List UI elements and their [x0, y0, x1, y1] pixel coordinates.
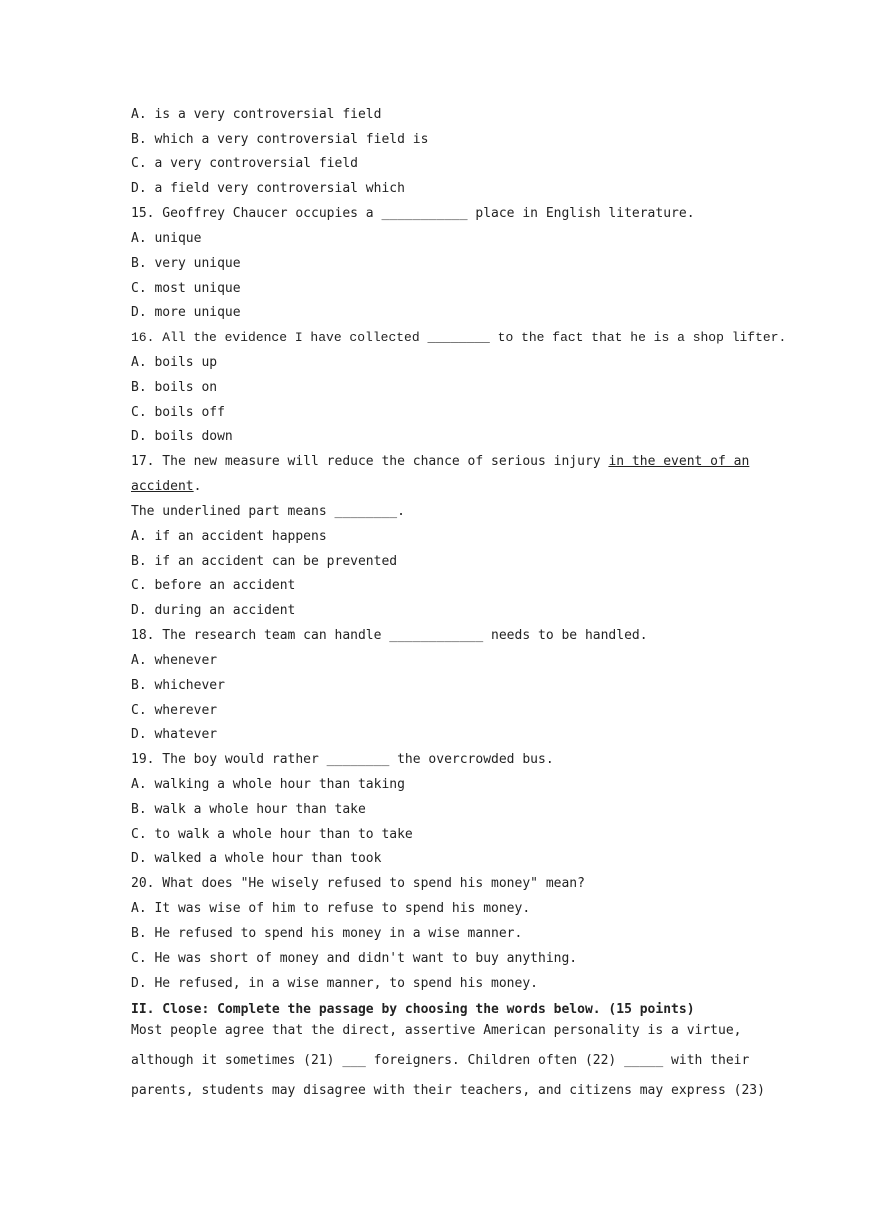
- q18-option-b: B. whichever: [131, 678, 225, 693]
- q19-option-c: C. to walk a whole hour than to take: [131, 827, 413, 842]
- q17-option-a: A. if an accident happens: [131, 529, 327, 544]
- q19-option-b: B. walk a whole hour than take: [131, 802, 366, 817]
- q17-underlined-phrase-part-2: accident: [131, 479, 194, 494]
- q19-option-a: A. walking a whole hour than taking: [131, 777, 405, 792]
- q17-underlined-phrase-part-1: in the event of an: [608, 454, 750, 469]
- q14-option-a: A. is a very controversial field: [131, 107, 382, 122]
- q19-option-d: D. walked a whole hour than took: [131, 851, 382, 866]
- q14-option-b: B. which a very controversial field is: [131, 132, 429, 147]
- q17-option-b: B. if an accident can be prevented: [131, 554, 398, 569]
- q20-option-d: D. He refused, in a wise manner, to spend his money.: [131, 976, 538, 991]
- q17-option-d: D. during an accident: [131, 603, 296, 618]
- q17-stem-prefix: 17. The new measure will reduce the chance of serious injury: [131, 454, 609, 469]
- q14-option-c: C. a very controversial field: [131, 156, 358, 171]
- q15-option-b: B. very unique: [131, 256, 241, 271]
- q18-stem: 18. The research team can handle ____________ needs to be handled.: [131, 628, 648, 643]
- q17-stem-suffix: .: [193, 479, 202, 494]
- q19-stem: 19. The boy would rather ________ the overcrowded bus.: [131, 752, 554, 767]
- q17-stem-line-2: [131, 478, 201, 495]
- q16-option-d: D. boils down: [131, 429, 233, 444]
- q16-option-b: B. boils on: [131, 380, 218, 395]
- passage-line-3: parents, students may disagree with their teachers, and citizens may express (23): [131, 1083, 765, 1098]
- q17-option-c: C. before an accident: [131, 578, 296, 593]
- q16-option-a: A. boils up: [131, 355, 218, 370]
- q17-prompt: The underlined part means ________.: [131, 504, 405, 519]
- q18-option-c: C. wherever: [131, 703, 218, 718]
- q20-stem: 20. What does "He wisely refused to spend his money" mean?: [131, 876, 585, 891]
- q15-option-a: A. unique: [131, 231, 202, 246]
- q15-stem: 15. Geoffrey Chaucer occupies a ___________ place in English literature.: [131, 206, 695, 221]
- q20-option-c: C. He was short of money and didn't want to buy anything.: [131, 951, 578, 966]
- passage-line-2: although it sometimes (21) ___ foreigners. Children often (22) _____ with their: [131, 1053, 750, 1068]
- passage-line-1: Most people agree that the direct, assertive American personality is a virtue,: [131, 1023, 742, 1038]
- q18-option-a: A. whenever: [131, 653, 218, 668]
- q15-option-c: C. most unique: [131, 281, 241, 296]
- q20-option-b: B. He refused to spend his money in a wise manner.: [131, 926, 523, 941]
- section-heading: II. Close: Complete the passage by choosing the words below. (15 points): [131, 1002, 695, 1017]
- q15-option-d: D. more unique: [131, 305, 241, 320]
- q18-option-d: D. whatever: [131, 727, 218, 742]
- q20-option-a: A. It was wise of him to refuse to spend his money.: [131, 901, 531, 916]
- q14-option-d: D. a field very controversial which: [131, 181, 405, 196]
- q16-option-c: C. boils off: [131, 405, 225, 420]
- q17-stem-line-1: [131, 453, 749, 470]
- q16-stem: 16. All the evidence I have collected ________ to the fact that he is a shop lifter.: [131, 330, 787, 345]
